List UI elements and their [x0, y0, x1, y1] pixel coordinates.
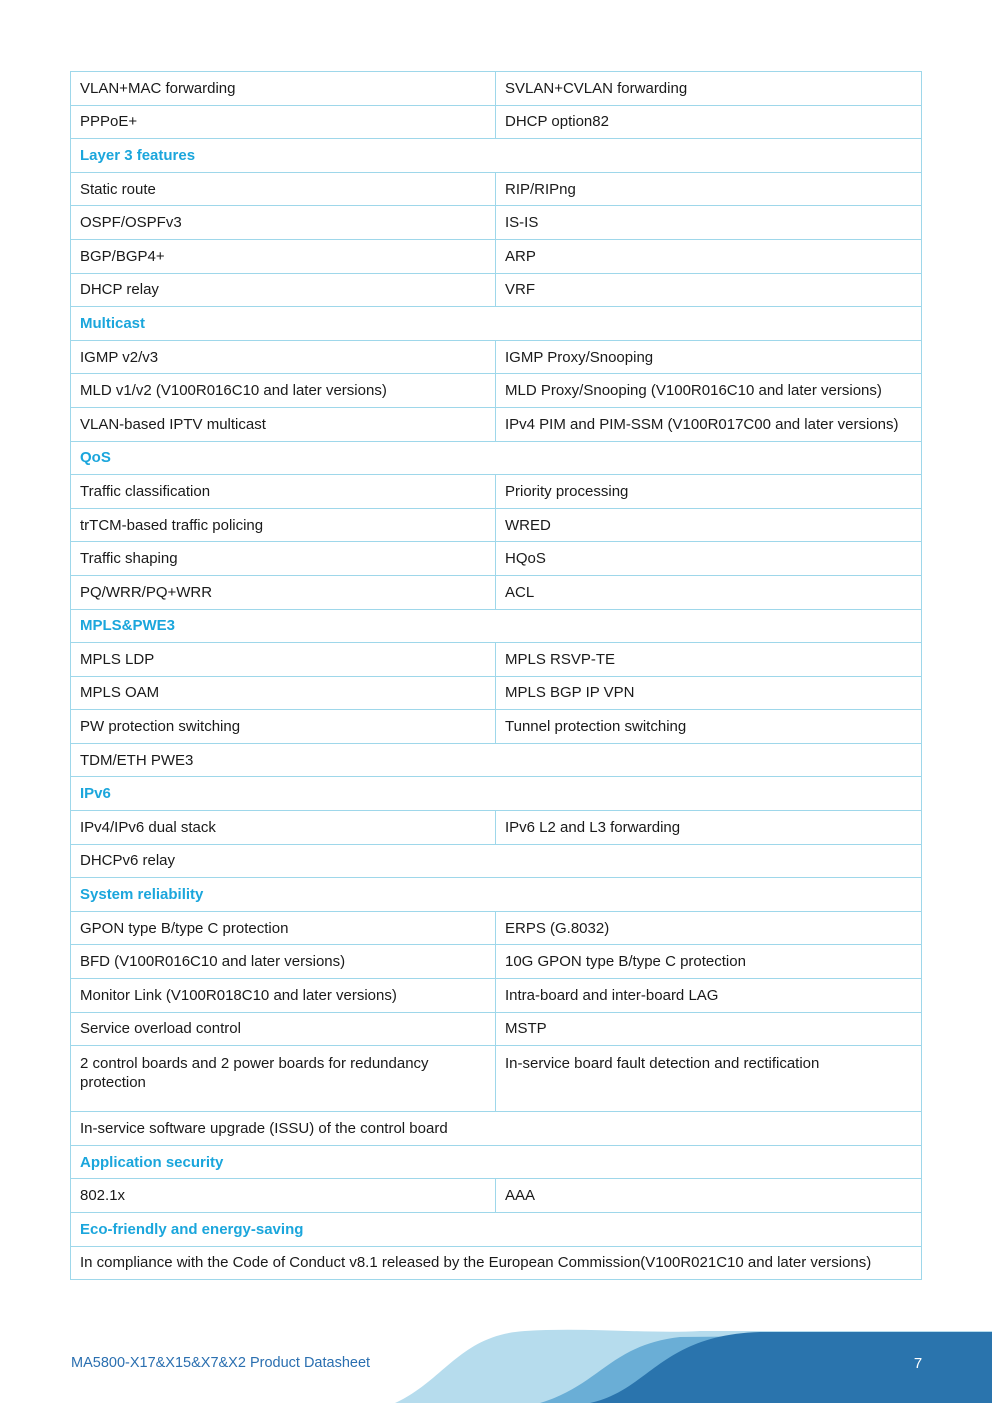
- feature-cell-left: PQ/WRR/PQ+WRR: [71, 575, 496, 609]
- feature-row: [71, 1112, 922, 1146]
- feature-row: [71, 72, 922, 106]
- feature-row: [71, 105, 922, 139]
- feature-cell-left: PW protection switching: [71, 710, 496, 744]
- feature-cell-right: In-service board fault detection and rectification: [496, 1046, 922, 1112]
- feature-cell-left: BFD (V100R016C10 and later versions): [71, 945, 496, 979]
- feature-row: [71, 172, 922, 206]
- section-heading-row: [71, 609, 922, 643]
- footer-document-title: MA5800-X17&X15&X7&X2 Product Datasheet: [71, 1355, 371, 1371]
- feature-row: [71, 340, 922, 374]
- feature-cell: In-service software upgrade (ISSU) of the control board: [71, 1112, 922, 1146]
- feature-cell-left: Static route: [71, 172, 496, 206]
- feature-row: [71, 1046, 922, 1112]
- section-heading: Multicast: [71, 307, 922, 341]
- feature-cell-left: Monitor Link (V100R018C10 and later versions): [71, 979, 496, 1013]
- feature-cell-left: VLAN+MAC forwarding: [71, 72, 496, 106]
- feature-cell-left: Traffic shaping: [71, 542, 496, 576]
- feature-cell-left: MPLS OAM: [71, 676, 496, 710]
- section-heading-row: [71, 139, 922, 173]
- section-heading-row: [71, 777, 922, 811]
- feature-row: [71, 1246, 922, 1280]
- section-heading: Application security: [71, 1145, 922, 1179]
- feature-cell-right: WRED: [496, 508, 922, 542]
- feature-cell-left: OSPF/OSPFv3: [71, 206, 496, 240]
- feature-row: [71, 475, 922, 509]
- feature-row: [71, 273, 922, 307]
- section-heading-row: [71, 1213, 922, 1247]
- feature-row: [71, 710, 922, 744]
- feature-cell-left: BGP/BGP4+: [71, 239, 496, 273]
- feature-row: [71, 239, 922, 273]
- feature-cell: In compliance with the Code of Conduct v8.1 released by the European Commission(V100R021C10 and later versions): [71, 1246, 922, 1280]
- feature-cell-left: GPON type B/type C protection: [71, 911, 496, 945]
- feature-row: [71, 407, 922, 441]
- feature-cell-left: 2 control boards and 2 power boards for redundancy protection: [71, 1046, 496, 1112]
- feature-cell-right: SVLAN+CVLAN forwarding: [496, 72, 922, 106]
- section-heading-row: [71, 441, 922, 475]
- feature-cell-left: IPv4/IPv6 dual stack: [71, 811, 496, 845]
- feature-cell-left: IGMP v2/v3: [71, 340, 496, 374]
- feature-row: [71, 945, 922, 979]
- section-heading: Layer 3 features: [71, 139, 922, 173]
- feature-cell-left: PPPoE+: [71, 105, 496, 139]
- feature-cell-left: Service overload control: [71, 1012, 496, 1046]
- feature-row: [71, 1179, 922, 1213]
- feature-cell-left: VLAN-based IPTV multicast: [71, 407, 496, 441]
- feature-cell-right: DHCP option82: [496, 105, 922, 139]
- section-heading: Eco-friendly and energy-saving: [71, 1213, 922, 1247]
- feature-row: [71, 911, 922, 945]
- feature-row: [71, 1012, 922, 1046]
- feature-cell-right: ERPS (G.8032): [496, 911, 922, 945]
- feature-cell-left: MPLS LDP: [71, 643, 496, 677]
- feature-cell-right: AAA: [496, 1179, 922, 1213]
- feature-cell: DHCPv6 relay: [71, 844, 922, 878]
- feature-cell: TDM/ETH PWE3: [71, 743, 922, 777]
- section-heading: MPLS&PWE3: [71, 609, 922, 643]
- feature-cell-right: IPv4 PIM and PIM-SSM (V100R017C00 and later versions): [496, 407, 922, 441]
- feature-cell-left: 802.1x: [71, 1179, 496, 1213]
- feature-cell-right: ACL: [496, 575, 922, 609]
- page-number: 7: [913, 1355, 923, 1372]
- feature-row: [71, 743, 922, 777]
- feature-row: [71, 374, 922, 408]
- feature-cell-right: MSTP: [496, 1012, 922, 1046]
- feature-cell-right: 10G GPON type B/type C protection: [496, 945, 922, 979]
- feature-cell-right: HQoS: [496, 542, 922, 576]
- feature-row: [71, 206, 922, 240]
- feature-cell-right: MLD Proxy/Snooping (V100R016C10 and later versions): [496, 374, 922, 408]
- section-heading-row: [71, 1145, 922, 1179]
- feature-row: [71, 979, 922, 1013]
- features-table: [70, 71, 922, 1280]
- feature-cell-right: IPv6 L2 and L3 forwarding: [496, 811, 922, 845]
- feature-cell-right: RIP/RIPng: [496, 172, 922, 206]
- features-table-body: [71, 72, 922, 1280]
- feature-row: [71, 643, 922, 677]
- feature-cell-right: MPLS BGP IP VPN: [496, 676, 922, 710]
- feature-cell-right: Tunnel protection switching: [496, 710, 922, 744]
- section-heading: System reliability: [71, 878, 922, 912]
- feature-row: [71, 676, 922, 710]
- section-heading: IPv6: [71, 777, 922, 811]
- feature-cell-right: Priority processing: [496, 475, 922, 509]
- feature-cell-left: MLD v1/v2 (V100R016C10 and later versions): [71, 374, 496, 408]
- feature-row: [71, 542, 922, 576]
- feature-cell-left: Traffic classification: [71, 475, 496, 509]
- feature-cell-right: IGMP Proxy/Snooping: [496, 340, 922, 374]
- section-heading: QoS: [71, 441, 922, 475]
- feature-row: [71, 844, 922, 878]
- feature-cell-right: MPLS RSVP-TE: [496, 643, 922, 677]
- feature-row: [71, 811, 922, 845]
- feature-row: [71, 575, 922, 609]
- feature-row: [71, 508, 922, 542]
- section-heading-row: [71, 878, 922, 912]
- feature-cell-left: trTCM-based traffic policing: [71, 508, 496, 542]
- feature-cell-right: IS-IS: [496, 206, 922, 240]
- feature-cell-left: DHCP relay: [71, 273, 496, 307]
- feature-cell-right: ARP: [496, 239, 922, 273]
- feature-cell-right: VRF: [496, 273, 922, 307]
- feature-cell-right: Intra-board and inter-board LAG: [496, 979, 922, 1013]
- section-heading-row: [71, 307, 922, 341]
